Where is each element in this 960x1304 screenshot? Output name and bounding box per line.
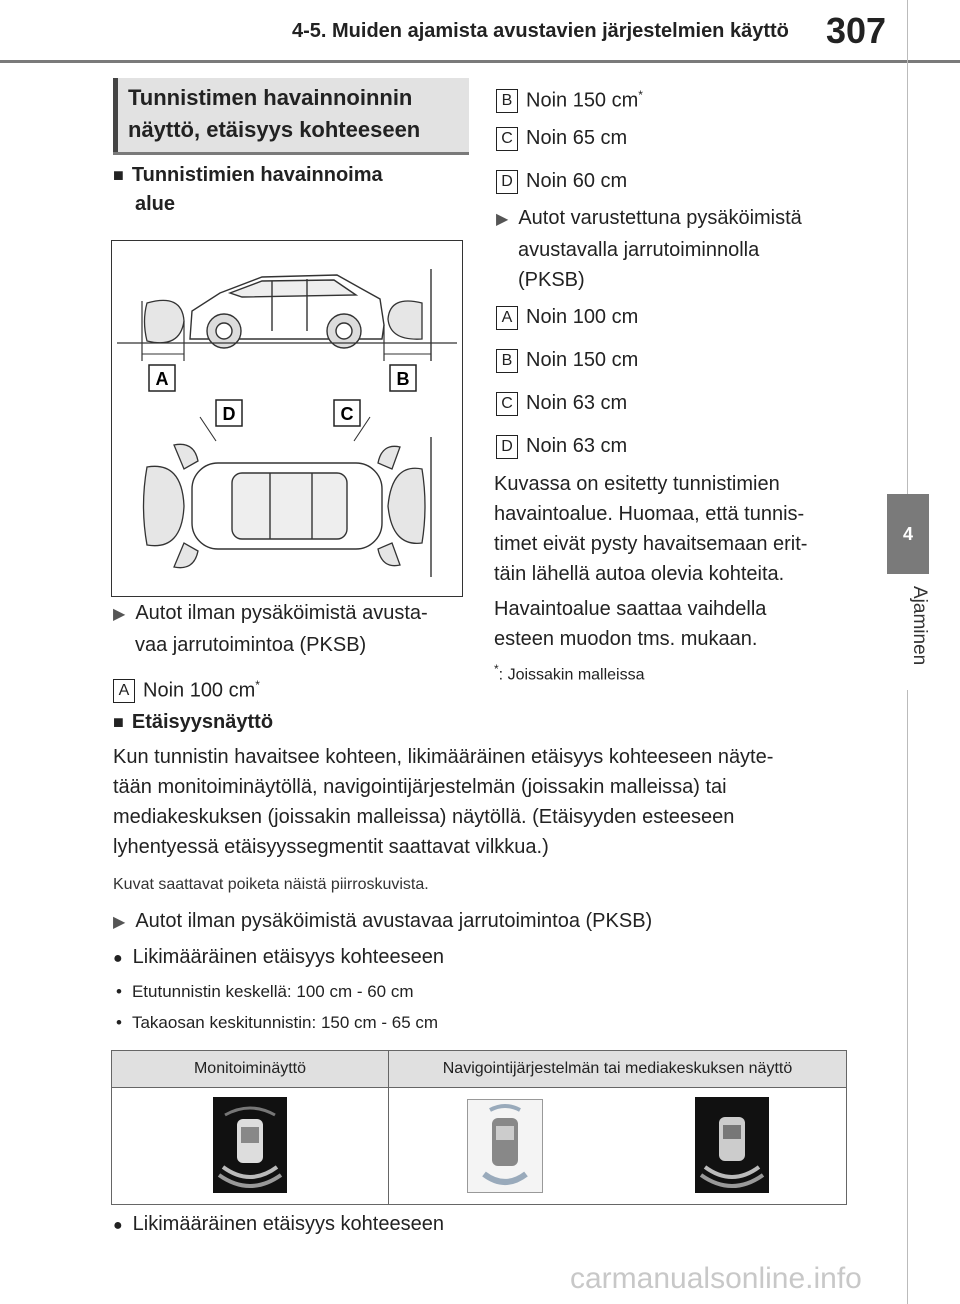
figure-label-c: C [340, 404, 354, 424]
small-bullet-icon: • [116, 982, 122, 1001]
square-bullet-icon: ■ [113, 712, 124, 732]
no-pksb-display-item [113, 906, 652, 938]
tag-b: B [496, 349, 518, 373]
chapter-tab[interactable] [887, 494, 929, 574]
multi-display-screen [213, 1097, 287, 1193]
small-bullet-icon: • [116, 1013, 122, 1032]
subheading-line1: Tunnistimien havainnoima [131, 164, 383, 186]
paragraph-line: Havaintoalue saattaa vaihdella [494, 598, 767, 620]
rear-sensor-text: Takaosan keskitunnistin: 150 cm - 65 cm [131, 1013, 439, 1032]
distance-paragraph [113, 742, 773, 862]
range-a2-text: Noin 100 cm [526, 306, 639, 328]
dot-bullet-icon: ● [113, 1217, 123, 1234]
side-line-top [907, 0, 908, 494]
range-b2-text: Noin 150 cm [526, 349, 639, 371]
tag-b: B [496, 89, 518, 113]
tag-a: A [113, 679, 135, 703]
detection-paragraph [494, 469, 807, 589]
asterisk: * [638, 88, 643, 102]
no-pksb-line1: Autot ilman pysäköimistä avusta- [135, 602, 428, 624]
subheading-text: Etäisyysnäyttö [131, 711, 274, 733]
front-sensor-text: Etutunnistin keskellä: 100 cm - 60 cm [131, 982, 414, 1001]
square-bullet-icon: ■ [113, 165, 124, 185]
approx-distance-item [113, 942, 444, 974]
tag-a: A [496, 306, 518, 330]
chapter-number: 4 [902, 523, 913, 544]
section-heading-line2: näyttö, etäisyys kohteeseen [128, 117, 421, 142]
illustration-note: Kuvat saattavat poiketa näistä piirroskuvista. [113, 876, 429, 893]
range-d2-item [496, 431, 627, 461]
front-sensor-zone-side [145, 300, 185, 342]
no-pksb-display-text: Autot ilman pysäköimistä avustavaa jarrutoimintoa (PKSB) [135, 910, 653, 932]
side-view-car-icon [190, 275, 384, 348]
paragraph-line: havaintoalue. Huomaa, että tunnis- [494, 503, 805, 525]
rear-sensor-zone-side [388, 301, 422, 339]
nav-display-screen-light [467, 1099, 543, 1193]
paragraph-line: tään monitoiminäytöllä, navigointijärjestelmän (joissakin malleissa) tai [113, 776, 727, 798]
tag-c: C [496, 392, 518, 416]
triangle-bullet-icon: ▶ [113, 606, 126, 623]
header-rule [0, 60, 960, 63]
figure-label-a: A [155, 369, 169, 389]
paragraph-line: Kuvassa on esitetty tunnistimien [494, 473, 780, 495]
asterisk: * [255, 678, 260, 692]
section-heading [128, 82, 420, 146]
paragraph-line: timet eivät pysty havaitsemaan erit- [494, 533, 808, 555]
range-b1-item [496, 80, 643, 116]
front-sensor-bullet [116, 982, 414, 1002]
watermark: carmanualsonline.info [570, 1262, 862, 1295]
sensor-diagram [112, 241, 462, 596]
subheading-detection-area [113, 161, 383, 219]
range-a-text: Noin 100 cm [143, 679, 256, 702]
asterisk: * [494, 662, 499, 676]
range-a2-item [496, 302, 638, 332]
paragraph-line: mediakeskuksen (joissakin malleissa) näytöllä. (Etäisyyden esteeseen [113, 806, 735, 828]
range-c2-item [496, 388, 627, 418]
pksb-line3: (PKSB) [518, 269, 585, 291]
triangle-bullet-icon: ▶ [113, 914, 126, 931]
table-header-multi: Monitoiminäyttö [112, 1051, 389, 1088]
section-header-title: 4-5. Muiden ajamista avustavien järjestelmien käyttö [292, 20, 789, 42]
table-cell-nav [389, 1088, 847, 1205]
section-heading-line1: Tunnistimen havainnoinnin [128, 85, 413, 110]
variation-paragraph [494, 594, 766, 654]
range-d1-item [496, 166, 627, 196]
tag-d: D [496, 170, 518, 194]
figure-label-b: B [396, 369, 410, 389]
car-display-icon [468, 1100, 542, 1192]
dot-bullet-icon: ● [113, 950, 123, 967]
paragraph-line: täin lähellä autoa olevia kohteita. [494, 563, 785, 585]
range-d1-text: Noin 60 cm [526, 170, 628, 192]
range-c2-text: Noin 63 cm [526, 392, 628, 414]
figure-label-d: D [222, 404, 236, 424]
car-display-icon [213, 1097, 287, 1193]
footnote [494, 662, 645, 684]
tag-d: D [496, 435, 518, 459]
triangle-bullet-icon: ▶ [496, 211, 509, 228]
range-b2-item [496, 345, 638, 375]
rear-sensor-bullet [116, 1013, 438, 1033]
subheading-line2: alue [135, 193, 176, 215]
pksb-line1: Autot varustettuna pysäköimistä [518, 207, 802, 229]
page-number: 307 [826, 10, 887, 51]
pksb-line2: avustavalla jarrutoiminnolla [518, 239, 760, 261]
nav-display-screen-dark [695, 1097, 769, 1193]
range-b1-text: Noin 150 cm [526, 89, 639, 112]
footnote-text: : Joissakin malleissa [498, 666, 645, 684]
top-view-car-icon [192, 463, 382, 549]
car-display-icon [695, 1097, 769, 1193]
sensor-range-figure [111, 240, 463, 597]
approx-distance-text: Likimääräinen etäisyys kohteeseen [132, 1213, 444, 1235]
range-c1-item [496, 123, 627, 153]
range-a-item [113, 670, 260, 706]
range-c1-text: Noin 65 cm [526, 127, 628, 149]
paragraph-line: lyhentyessä etäisyyssegmentit saattavat vilkkua.) [113, 836, 549, 858]
side-line-bottom [907, 690, 908, 1304]
no-pksb-item [113, 598, 428, 660]
approx-distance-item-2 [113, 1209, 444, 1241]
no-pksb-line2: vaa jarrutoimintoa (PKSB) [135, 634, 367, 656]
approx-distance-text: Likimääräinen etäisyys kohteeseen [132, 946, 444, 968]
range-d2-text: Noin 63 cm [526, 435, 628, 457]
pksb-item [496, 203, 802, 295]
tag-c: C [496, 127, 518, 151]
subheading-distance-display [113, 708, 273, 737]
chapter-label: Ajaminen [909, 586, 930, 666]
section-heading-bar [113, 78, 118, 152]
paragraph-line: esteen muodon tms. mukaan. [494, 628, 758, 650]
table-header-nav: Navigointijärjestelmän tai mediakeskuksen näyttö [389, 1051, 847, 1088]
paragraph-line: Kun tunnistin havaitsee kohteen, likimääräinen etäisyys kohteeseen näyte- [113, 746, 774, 768]
